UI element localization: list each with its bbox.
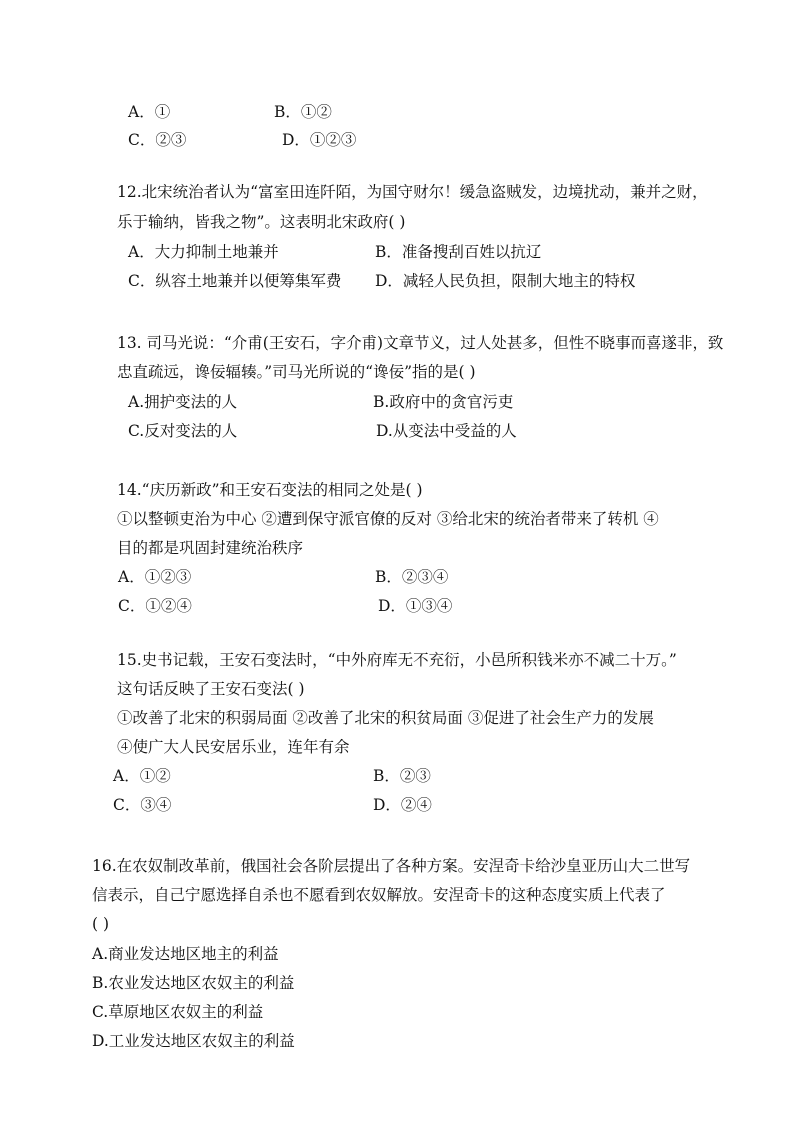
q12-stem-line-1: 12.北宋统治者认为“富室田连阡陌，为国守财尔！缓急盗贼发，边境扰动，兼并之财， <box>117 183 708 201</box>
q11-option-d: D．①②③ <box>282 131 357 149</box>
q14-stem-line-1: 14.“庆历新政”和王安石变法的相同之处是( ) <box>117 481 423 499</box>
q15-stem-line-2: 这句话反映了王安石变法( ) <box>117 680 305 698</box>
q15-stem-line-1: 15.史书记载，王安石变法时，“中外府库无不充衍，小邑所积钱米亦不减二十万。” <box>117 651 677 669</box>
q16-stem-line-3: ( ) <box>92 915 110 933</box>
q16-stem-line-2: 信表示，自己宁愿选择自杀也不愿看到农奴解放。安涅奇卡的这种态度实质上代表了 <box>92 886 666 904</box>
q15-option-b: B．②③ <box>373 767 431 785</box>
q16-option-a: A.商业发达地区地主的利益 <box>92 945 279 963</box>
q13-stem-line-1: 13. 司马光说：“介甫(王安石，字介甫)文章节义，过人处甚多，但性不晓事而喜遂非，致 <box>117 334 724 352</box>
q15-stem-line-3: ①改善了北宋的积弱局面 ②改善了北宋的积贫局面 ③促进了社会生产力的发展 <box>117 709 654 727</box>
q15-option-c: C．③④ <box>113 796 172 814</box>
q13-option-a: A.拥护变法的人 <box>128 393 238 411</box>
q16-option-d: D.工业发达地区农奴主的利益 <box>92 1032 295 1050</box>
q12-option-a: A．大力抑制土地兼并 <box>128 243 279 261</box>
q16-option-c: C.草原地区农奴主的利益 <box>92 1003 264 1021</box>
q12-stem-line-2: 乐于输纳，皆我之物”。这表明北宋政府( ) <box>117 213 406 231</box>
q14-stem-line-3: 目的都是巩固封建统治秩序 <box>117 539 304 557</box>
q16-option-b: B.农业发达地区农奴主的利益 <box>92 974 295 992</box>
q15-option-a: A．①② <box>113 767 171 785</box>
q11-option-a: A．① <box>128 103 171 121</box>
q12-option-c: C．纵容土地兼并以便筹集军费 <box>128 272 342 290</box>
q14-option-c: C．①②④ <box>118 597 192 615</box>
q13-option-b: B.政府中的贪官污吏 <box>373 393 514 411</box>
q13-option-d: D.从变法中受益的人 <box>376 422 517 440</box>
q12-option-d: D．减轻人民负担，限制大地主的特权 <box>375 272 636 290</box>
q15-stem-line-4: ④使广大人民安居乐业，连年有余 <box>117 738 350 756</box>
q13-stem-line-2: 忠直疏远，谗佞辐辏。”司马光所说的“谗佞”指的是( ) <box>117 363 476 381</box>
q13-option-c: C.反对变法的人 <box>128 422 238 440</box>
q14-stem-line-2: ①以整顿吏治为中心 ②遭到保守派官僚的反对 ③给北宋的统治者带来了转机 ④ <box>117 510 659 528</box>
q11-option-b: B．①② <box>274 103 332 121</box>
q16-stem-line-1: 16.在农奴制改革前，俄国社会各阶层提出了各种方案。安涅奇卡给沙皇亚历山大二世写 <box>92 857 691 875</box>
q14-option-a: A．①②③ <box>118 568 192 586</box>
q11-option-c: C．②③ <box>128 131 187 149</box>
q14-option-b: B．②③④ <box>375 568 449 586</box>
q15-option-d: D．②④ <box>373 796 432 814</box>
q14-option-d: D．①③④ <box>378 597 453 615</box>
q12-option-b: B．准备搜刮百姓以抗辽 <box>375 243 542 261</box>
